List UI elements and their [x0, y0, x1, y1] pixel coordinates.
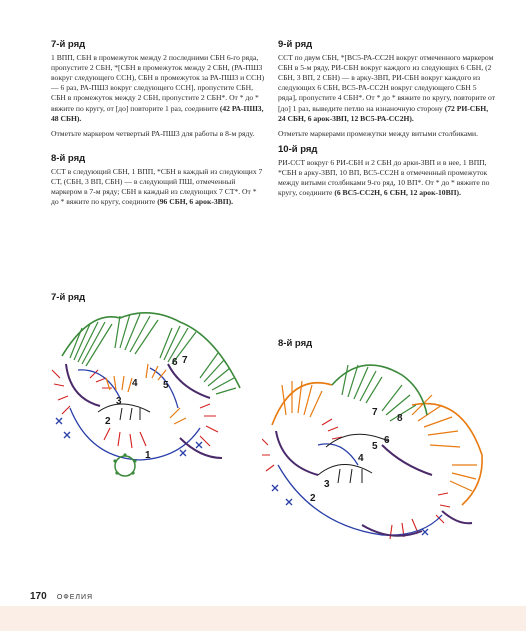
- magazine-name: ОФЕЛИЯ: [56, 594, 94, 601]
- bottom-band: [0, 606, 526, 631]
- row10-instructions: [278, 158, 496, 198]
- blue-stitches: [272, 444, 442, 535]
- green-fan-stitches: [342, 365, 416, 421]
- right-column: [278, 40, 496, 203]
- diagram8-title: 8-й ряд: [278, 338, 313, 349]
- crochet-chart-row7: [50, 308, 250, 483]
- row7-note: Отметьте маркером четвертый РА-ПШ3 для работы в 8-м ряду.: [51, 128, 255, 138]
- row9-instructions: [278, 53, 496, 124]
- row10-total: (6 ВС5-СС2Н, 6 СБН, 12 арок-10ВП).: [334, 188, 461, 198]
- row7-total: (42 РА-ПШ3, 48 СБН).: [51, 103, 264, 123]
- diagram7-title: 7-й ряд: [51, 292, 86, 303]
- round-label-7: 7: [182, 355, 188, 366]
- round-label-8: 8: [397, 413, 403, 424]
- round-label-5: 5: [372, 441, 378, 452]
- green-fan-stitches: [70, 314, 236, 394]
- row8-instructions: [51, 167, 266, 207]
- row8-title: 8-й ряд: [51, 152, 86, 164]
- page-footer: [30, 591, 93, 602]
- row10-body: РИ-ССТ вокруг 6 РИ-СБН и 2 СБН до арки-3ВП и в нее, 1 ВПП, *СБН в арку-3ВП, 10 ВП, ВС5-СС2Н в отмеченный промежуток между витыми столбиками 9-го ряд, 10 ВП*. От * до * вяжите по кругу, соедините: [278, 157, 490, 198]
- round-label-7: 7: [372, 407, 378, 418]
- row9-title: 9-й ряд: [278, 39, 313, 50]
- row8-body: ССТ в следующий СБН, 1 ВПП, *СБН в каждый из следующих 7 СТ, (СБН, 3 ВП, СБН) — в следующий ПШ, отмеченный маркером в 7-м ряду; СБН в каждый из следующих 7 СТ*. От * до * вяжите по кругу, соедините: [51, 166, 263, 207]
- left-column: [51, 40, 266, 212]
- round-label-3: 3: [116, 396, 122, 407]
- red-stitches: [262, 419, 450, 539]
- round-label-3: 3: [324, 479, 330, 490]
- round-label-1: 1: [145, 450, 151, 461]
- row10-title: 10-й ряд: [278, 143, 318, 155]
- round-label-6: 6: [172, 357, 178, 368]
- row9-note: Отметьте маркерами промежутки между витыми столбиками.: [278, 128, 479, 138]
- round-label-2: 2: [105, 416, 111, 427]
- row8-total: (96 СБН, 6 арок-3ВП).: [157, 197, 234, 207]
- orange-fan-stitches: [282, 381, 477, 491]
- round-label-5: 5: [163, 380, 169, 391]
- round-label-4: 4: [358, 453, 364, 464]
- crochet-chart-row8: [262, 355, 502, 555]
- round-label-2: 2: [310, 493, 316, 504]
- round-label-4: 4: [132, 378, 138, 389]
- row9-body: ССТ по двум СБН, *[ВС5-РА-СС2Н вокруг отмеченного маркером СБН в 5-м ряду, РИ-СБН вокруг каждого из следующих 6 СБН, (2 СБН, 3 ВП, 2 СБН) — в арку-3ВП, РИ-СБН вокруг каждого из следующих 6 СБН, ВС5-РА-СС2Н вокруг следующего СБН 5 ряда], пропустите 4 СБН*. От * до * вяжите по кругу, повторите от [до] 1 раз, выведите петлю на изнаночную сторону: [278, 53, 496, 113]
- page-number: 170: [30, 591, 47, 602]
- row7-instructions: [51, 53, 266, 124]
- round-label-6: 6: [384, 435, 390, 446]
- row7-body: 1 ВПП, СБН в промежуток между 2 последними СБН 6-го ряда, пропустите 2 СБН, *[СБН в промежуток между 2 СБН, (РА-ПШ3 вокруг следующего ССН), СБН в промежуток за РА-ПШ3 и ССН) — 6 раз, РА-ПШ3 вокруг следующего ССН], пропустите СБН, СБН в промежуток между 2 СБН, пропустите 2 СБН*. От * до * вяжите по кругу, от [до] повторите 1 раз, соедините: [51, 53, 265, 113]
- row9-total: (72 РИ-СБН, 24 СБН, 6 арок-3ВП, 12 ВС5-РА-СС2Н).: [278, 103, 489, 123]
- row7-title: 7-й ряд: [51, 39, 86, 50]
